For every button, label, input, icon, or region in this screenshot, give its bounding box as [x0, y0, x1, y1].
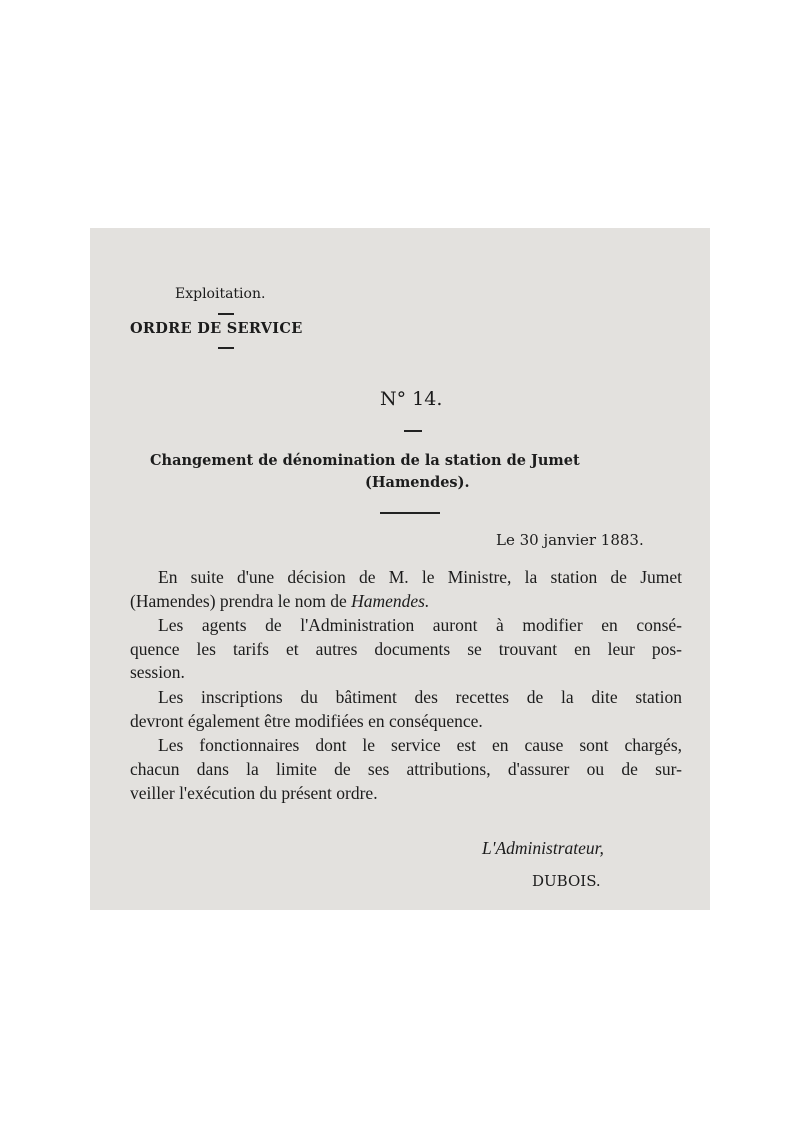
body-text: (Hamendes) prendra le nom de	[130, 591, 347, 611]
title-rule	[380, 512, 440, 514]
body-line: Les inscriptions du bâtiment des recettes de la dite station	[158, 687, 682, 707]
doc-type: ORDRE DE SERVICE	[130, 320, 303, 337]
body-line: Les fonctionnaires dont le service est en cause sont chargés,	[158, 735, 682, 755]
body-line: Les agents de l'Administration auront à modifier en consé-	[158, 615, 682, 635]
body-line: devront également être modifiées en conséquence.	[130, 711, 483, 731]
order-number: N° 14.	[380, 388, 443, 410]
body-line: chacun dans la limite de ses attributions, d'assurer ou de sur-	[130, 759, 682, 779]
signatory-name: DUBOIS.	[532, 872, 601, 890]
body-line: veiller l'exécution du présent ordre.	[130, 783, 378, 803]
date: Le 30 janvier 1883.	[496, 531, 644, 549]
body-line: quence les tarifs et autres documents se trouvant en leur pos-	[130, 639, 682, 659]
separator	[218, 347, 234, 349]
body-line	[130, 591, 429, 612]
body-line: En suite d'une décision de M. le Ministre, la station de Jumet	[158, 567, 682, 587]
new-station-name: Hamendes.	[351, 591, 430, 611]
signatory-title: L'Administrateur,	[482, 838, 604, 858]
title-line-1: Changement de dénomination de la station de Jumet	[150, 452, 580, 469]
separator	[218, 313, 234, 315]
separator	[404, 430, 422, 432]
department-label: Exploitation.	[175, 286, 266, 302]
body-line: session.	[130, 662, 185, 682]
title-line-2: (Hamendes).	[365, 474, 470, 491]
